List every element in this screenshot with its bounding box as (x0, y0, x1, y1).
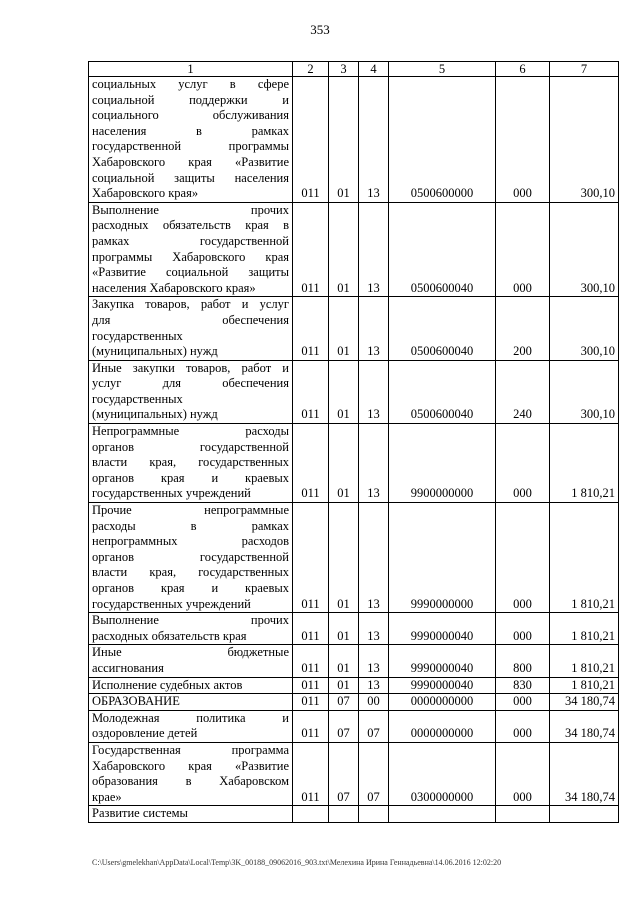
subsection-cell: 07 (359, 710, 389, 742)
header-cell: 4 (359, 62, 389, 77)
section-cell: 01 (329, 424, 359, 503)
target-article-cell: 0500600040 (389, 202, 496, 297)
section-cell: 01 (329, 77, 359, 203)
row-name-cell (89, 645, 293, 677)
row-name-line: власти края, государственных (92, 565, 289, 580)
amount-cell: 34 180,74 (550, 710, 619, 742)
target-article-cell: 0500600040 (389, 297, 496, 360)
table-header-row (89, 62, 619, 77)
row-name-cell (89, 297, 293, 360)
expense-type-cell: 830 (496, 677, 550, 694)
section-cell: 07 (329, 694, 359, 711)
target-article-cell: 9990000040 (389, 645, 496, 677)
row-name-line: государственных (92, 391, 183, 406)
row-name-line: для обеспечения (92, 312, 289, 327)
header-cell: 6 (496, 62, 550, 77)
expense-type-cell: 000 (496, 742, 550, 805)
expense-type-cell: 000 (496, 694, 550, 711)
subsection-cell: 00 (359, 694, 389, 711)
amount-cell: 300,10 (550, 202, 619, 297)
section-cell: 01 (329, 202, 359, 297)
row-name-line: органов края и краевых (92, 581, 289, 595)
amount-cell: 300,10 (550, 77, 619, 203)
target-article-cell: 0500600040 (389, 360, 496, 423)
row-name-line: Государственная программа (92, 742, 289, 757)
row-name-line: населения в рамках (92, 123, 289, 138)
expense-type-cell: 240 (496, 360, 550, 423)
target-article-cell: 0300000000 (389, 742, 496, 805)
amount-cell (550, 806, 619, 823)
page-number: 353 (310, 22, 330, 37)
row-name-line: государственной программы (92, 139, 289, 154)
row-name-line: «Развитие социальной защиты (92, 265, 289, 280)
row-name-line: населения Хабаровского края» (92, 280, 256, 295)
code-cell: 011 (293, 77, 329, 203)
row-name-line: (муниципальных) нужд (92, 407, 218, 422)
subsection-cell: 13 (359, 613, 389, 645)
amount-cell: 300,10 (550, 360, 619, 423)
row-name-line: Молодежная политика и (92, 710, 289, 725)
expense-type-cell: 800 (496, 645, 550, 677)
target-article-cell (389, 806, 496, 823)
table-row (89, 645, 619, 677)
header-cell: 1 (89, 62, 293, 77)
expense-type-cell (496, 806, 550, 823)
section-cell: 07 (329, 710, 359, 742)
subsection-cell: 07 (359, 742, 389, 805)
row-name-cell (89, 742, 293, 805)
row-name-line: государственных учреждений (92, 486, 251, 501)
row-name-line: Развитие системы (92, 806, 188, 821)
amount-cell: 1 810,21 (550, 677, 619, 694)
row-name-line: Непрограммные расходы (92, 424, 289, 439)
target-article-cell: 0000000000 (389, 710, 496, 742)
row-name-cell (89, 424, 293, 503)
row-name-line: Хабаровского края» (92, 186, 199, 201)
row-name-cell (89, 613, 293, 645)
subsection-cell: 13 (359, 645, 389, 677)
row-name-line: органов государственной (92, 549, 289, 564)
subsection-cell: 13 (359, 677, 389, 694)
subsection-cell: 13 (359, 297, 389, 360)
expense-type-cell: 000 (496, 710, 550, 742)
section-cell: 01 (329, 613, 359, 645)
section-cell: 01 (329, 503, 359, 613)
section-cell: 01 (329, 297, 359, 360)
row-name-line: органов края и краевых (92, 470, 289, 485)
header-cell: 3 (329, 62, 359, 77)
row-name-cell (89, 360, 293, 423)
row-name-line: органов государственной (92, 439, 289, 454)
row-name-line: социального обслуживания (92, 108, 289, 123)
target-article-cell: 9990000040 (389, 613, 496, 645)
expense-type-cell: 000 (496, 613, 550, 645)
table-row (89, 806, 619, 823)
row-name-cell (89, 806, 293, 823)
row-name-line: Иные бюджетные (92, 645, 289, 660)
amount-cell: 1 810,21 (550, 503, 619, 613)
code-cell: 011 (293, 710, 329, 742)
target-article-cell: 9990000000 (389, 503, 496, 613)
row-name-line: Хабаровского края «Развитие (92, 758, 289, 773)
row-name-cell (89, 677, 293, 694)
row-name-line: образования в Хабаровском (92, 774, 289, 789)
row-name-line: Прочие непрограммные (92, 503, 289, 518)
row-name-line: государственных (92, 328, 183, 343)
header-cell: 2 (293, 62, 329, 77)
row-name-line: расходных обязательств края (92, 628, 247, 643)
code-cell: 011 (293, 424, 329, 503)
row-name-line: Иные закупки товаров, работ и (92, 360, 289, 375)
row-name-line: государственных учреждений (92, 596, 251, 611)
section-cell: 01 (329, 677, 359, 694)
code-cell: 011 (293, 503, 329, 613)
row-name-line: расходы в рамках (92, 518, 289, 533)
row-name-line: социальных услуг в сфере (92, 77, 289, 91)
code-cell: 011 (293, 694, 329, 711)
subsection-cell: 13 (359, 503, 389, 613)
row-name-line: программы Хабаровского края (92, 249, 289, 264)
table-row (89, 202, 619, 297)
budget-table (88, 61, 619, 823)
table-row (89, 710, 619, 742)
target-article-cell: 0000000000 (389, 694, 496, 711)
table-row (89, 424, 619, 503)
section-cell: 07 (329, 742, 359, 805)
expense-type-cell: 200 (496, 297, 550, 360)
row-name-line: Исполнение судебных актов (92, 677, 243, 692)
amount-cell: 34 180,74 (550, 694, 619, 711)
table-row (89, 360, 619, 423)
section-cell: 01 (329, 645, 359, 677)
subsection-cell: 13 (359, 424, 389, 503)
expense-type-cell: 000 (496, 503, 550, 613)
code-cell (293, 806, 329, 823)
amount-cell: 300,10 (550, 297, 619, 360)
code-cell: 011 (293, 202, 329, 297)
table-row (89, 694, 619, 711)
table-row (89, 677, 619, 694)
row-name-line: ассигнования (92, 660, 164, 675)
table-row (89, 503, 619, 613)
amount-cell: 1 810,21 (550, 645, 619, 677)
subsection-cell (359, 806, 389, 823)
row-name-line: социальной защиты населения (92, 170, 289, 185)
subsection-cell: 13 (359, 77, 389, 203)
target-article-cell: 9990000040 (389, 677, 496, 694)
target-article-cell: 9900000000 (389, 424, 496, 503)
code-cell: 011 (293, 297, 329, 360)
table-row (89, 613, 619, 645)
code-cell: 011 (293, 677, 329, 694)
file-path-footer: C:\Users\gmelekhan\AppData\Local\Temp\3K_00188_09062016_903.txt\Мелехина Ирина Геннадьевна\14.06.2016 12:02:20 (92, 858, 502, 867)
row-name-line: (муниципальных) нужд (92, 344, 218, 359)
row-name-line: Выполнение прочих (92, 613, 289, 628)
row-name-line: крае» (92, 789, 122, 804)
row-name-line: Закупка товаров, работ и услуг (92, 297, 289, 312)
row-name-cell (89, 710, 293, 742)
row-name-line: социальной поддержки и (92, 92, 289, 107)
row-name-line: услуг для обеспечения (92, 376, 289, 391)
code-cell: 011 (293, 645, 329, 677)
amount-cell: 34 180,74 (550, 742, 619, 805)
row-name-line: расходных обязательств края в (92, 218, 289, 233)
table-row (89, 742, 619, 805)
row-name-line: ОБРАЗОВАНИЕ (92, 694, 180, 709)
section-cell (329, 806, 359, 823)
code-cell: 011 (293, 613, 329, 645)
amount-cell: 1 810,21 (550, 424, 619, 503)
row-name-line: оздоровление детей (92, 726, 198, 741)
table-row (89, 297, 619, 360)
table-row (89, 77, 619, 203)
row-name-cell (89, 694, 293, 711)
expense-type-cell: 000 (496, 424, 550, 503)
code-cell: 011 (293, 742, 329, 805)
section-cell: 01 (329, 360, 359, 423)
amount-cell: 1 810,21 (550, 613, 619, 645)
subsection-cell: 13 (359, 202, 389, 297)
row-name-line: рамках государственной (92, 233, 289, 248)
row-name-line: непрограммных расходов (92, 534, 289, 549)
header-cell: 5 (389, 62, 496, 77)
row-name-cell (89, 503, 293, 613)
expense-type-cell: 000 (496, 202, 550, 297)
expense-type-cell: 000 (496, 77, 550, 203)
row-name-line: Выполнение прочих (92, 202, 289, 217)
row-name-cell (89, 77, 293, 203)
target-article-cell: 0500600000 (389, 77, 496, 203)
row-name-cell (89, 202, 293, 297)
header-cell: 7 (550, 62, 619, 77)
row-name-line: власти края, государственных (92, 455, 289, 470)
subsection-cell: 13 (359, 360, 389, 423)
row-name-line: Хабаровского края «Развитие (92, 154, 289, 169)
code-cell: 011 (293, 360, 329, 423)
